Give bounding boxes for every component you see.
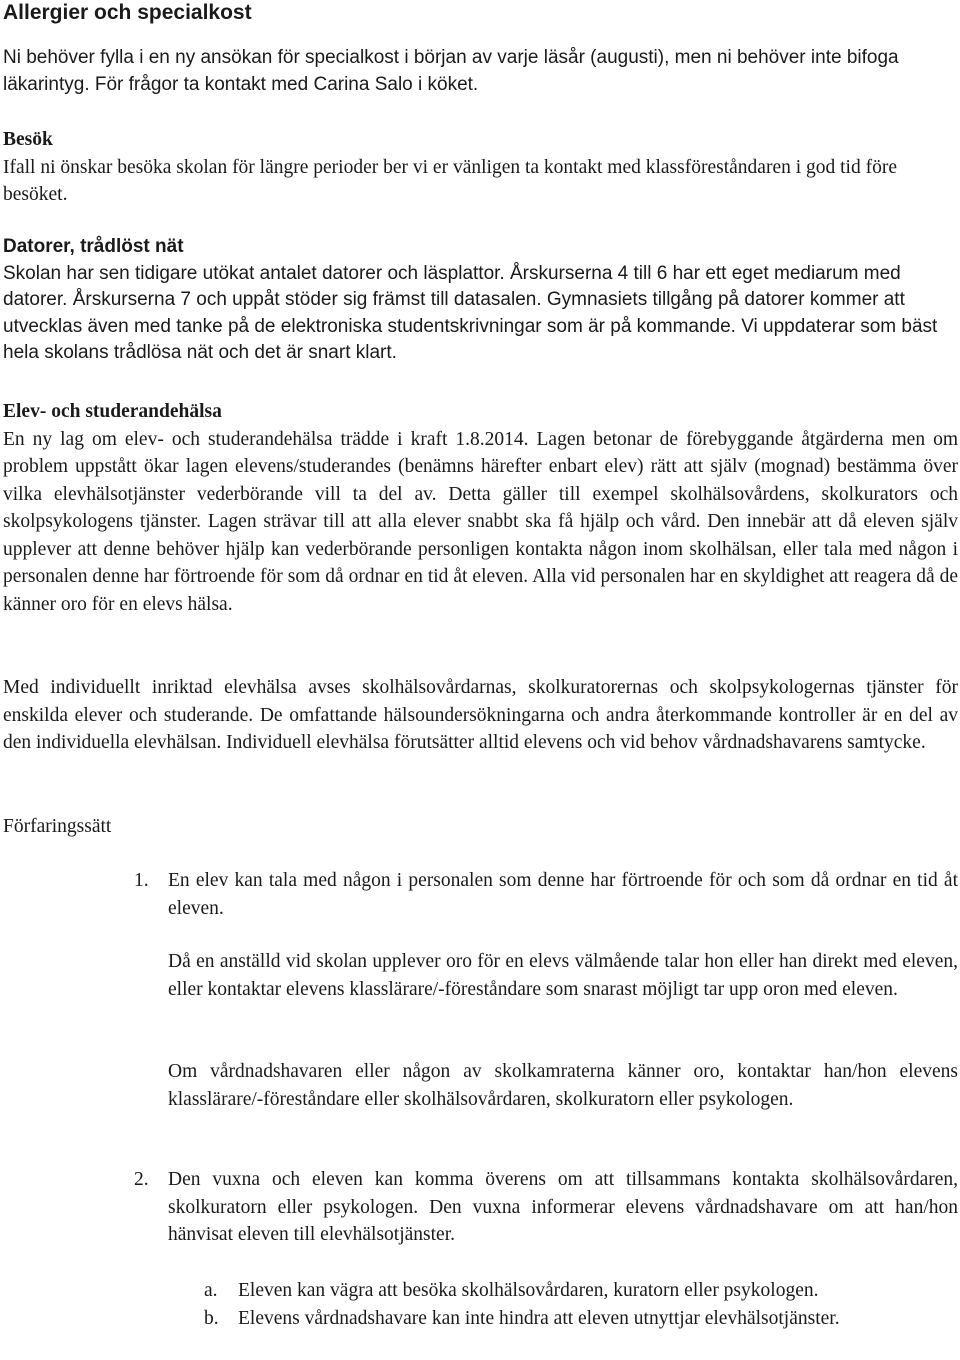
sublist-text: Elevens vårdnadshavare kan inte hindra att eleven utnyttjar elevhälsotjänster. <box>238 1308 840 1329</box>
allergy-section <box>3 0 958 27</box>
visit-body: Ifall ni önskar besöka skolan för längre perioder ber vi er vänligen ta kontakt med klassföreståndaren i god tid före besöket. <box>3 156 897 205</box>
list-paragraph: Den vuxna och eleven kan komma överens om att tillsammans kontakta skolhälsovårdaren, skolkuratorn eller psykologen. Den vuxna informerar elevens vårdnadshavare om att han/hon hänvisat eleven till elevhälsotjänster. <box>168 1169 958 1245</box>
health-body-2: Med individuellt inriktad elevhälsa avses skolhälsovårdarnas, skolkuratorernas och skolpsykologernas tjänster för enskilda elever och studerande. De omfattande hälsoundersökningarna och andra återkommande kontroller är en del av den individuella elevhälsan. Individuell elevhälsa förutsätter alltid elevens och vid behov vårdnadshavarens samtycke. <box>3 677 958 753</box>
list-number: 1. <box>134 870 149 891</box>
computers-heading: Datorer, trådlöst nät <box>3 236 184 257</box>
list-paragraph: En elev kan tala med någon i personalen som denne har förtroende för och som då ordnar en tid åt eleven. <box>168 870 958 919</box>
computers-section <box>3 234 958 367</box>
health-section <box>3 398 958 618</box>
list-paragraph: Om vårdnadshavaren eller någon av skolkamraterna känner oro, kontaktar han/hon elevens klasslärare/-föreståndare eller skolhälsovårdaren, skolkuratorn eller psykologen. <box>168 1061 958 1110</box>
list-number: 2. <box>134 1169 149 1190</box>
procedure-heading: Förfaringssätt <box>3 816 112 837</box>
allergy-body: Ni behöver fylla i en ny ansökan för specialkost i början av varje läsår (augusti), men ni behöver inte bifoga läkarintyg. För frågor ta kontakt med Carina Salo i köket. <box>3 47 899 95</box>
visit-section <box>3 126 958 209</box>
sublist-letter: b. <box>204 1308 219 1329</box>
visit-heading: Besök <box>3 129 53 150</box>
computers-body: Skolan har sen tidigare utökat antalet datorer och läsplattor. Årskurserna 4 till 6 har ett eget mediarum med datorer. Årskurserna 7 och uppåt stöder sig främst till datasalen. Gymnasiets tillgång på datorer kommer att utvecklas även med tanke på de elektroniska studentskrivningar som är på kommande. Vi uppdaterar som bäst hela skolans trådlösa nät och det är snart klart. <box>3 262 938 363</box>
health-heading: Elev- och studerandehälsa <box>3 401 222 422</box>
health-body-1: En ny lag om elev- och studerandehälsa trädde i kraft 1.8.2014. Lagen betonar de förebyggande åtgärderna men om problem uppstått ökar lagen elevens/studerandes (benämns härefter enbart elev) rätt att själv (mognad) bestämma över vilka elevhälsotjänster vederbörande vill ta del av. Detta gäller till exempel skolhälsovårdens, skolkurators och skolpsykologens tjänster. Lagen strävar till att alla elever snabbt ska få hjälp och vård. Den innebär att då eleven själv upplever att denne behöver hjälp kan vederbörande personligen kontakta någon inom skolhälsan, eller tala med någon i personalen denne har förtroende för som då ordnar en tid åt eleven. Alla vid personalen har en skyldighet att reagera då de känner oro för en elevs hälsa. <box>3 428 958 615</box>
allergy-heading: Allergier och specialkost <box>3 1 252 24</box>
list-paragraph: Då en anställd vid skolan upplever oro för en elevs välmående talar hon eller han direkt med eleven, eller kontaktar elevens klasslärare/-föreståndare som snarast möjligt tar upp oron med eleven. <box>168 951 958 1000</box>
sublist-letter: a. <box>204 1280 218 1301</box>
sublist-text: Eleven kan vägra att besöka skolhälsovårdaren, kuratorn eller psykologen. <box>238 1280 819 1301</box>
